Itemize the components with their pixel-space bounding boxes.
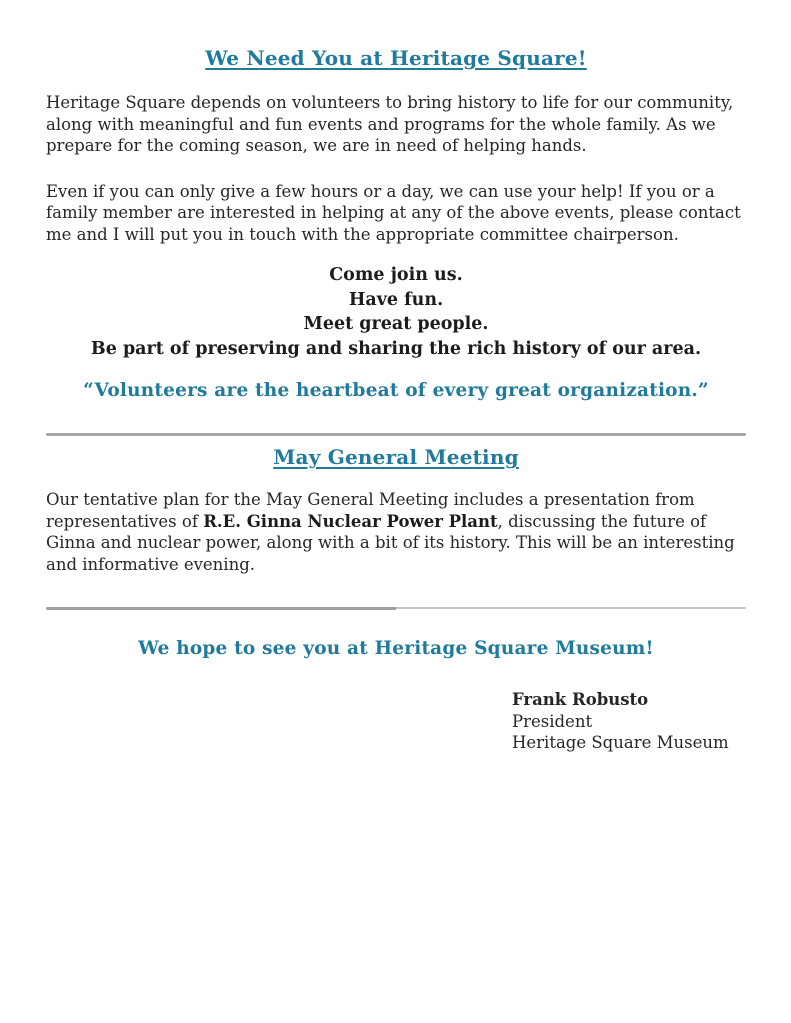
section-heading-may-meeting: May General Meeting <box>273 445 519 470</box>
callout-line-come-join: Come join us. <box>329 265 463 285</box>
intro-paragraph-2: Even if you can only give a few hours or a day, we can use your help! If you or a family member are interested in helping at any of the above events, please contact me and I will put you in touch with the appropriate committee chairperson. <box>46 181 741 244</box>
section-divider-2 <box>46 607 746 610</box>
may-meeting-text-after: , discussing the future of Ginna and nuclear power, along with a bit of its history. This will be an interesting and informative evening. <box>46 511 735 574</box>
signature-name: Frank Robusto <box>512 690 649 710</box>
callout-line-be-part: Be part of preserving and sharing the rich history of our area. <box>90 338 702 359</box>
may-meeting-text-before: Our tentative plan for the May General Meeting includes a presentation from representatives of <box>46 490 695 531</box>
signature-organization: Heritage Square Museum <box>512 733 729 753</box>
section-heading-we-need-you: We Need You at Heritage Square! <box>205 46 587 70</box>
closing-message: We hope to see you at Heritage Square Museum! <box>138 638 654 660</box>
volunteers-quote: “Volunteers are the heartbeat of every great organization.” <box>83 380 709 402</box>
ginna-plant-bold-text: R.E. Ginna Nuclear Power Plant <box>203 511 498 531</box>
may-meeting-paragraph <box>46 489 746 575</box>
signature-title: President <box>512 711 593 731</box>
section-divider-1 <box>46 433 746 436</box>
intro-paragraph-1: Heritage Square depends on volunteers to bring history to life for our community, along with meaningful and fun events and programs for the whole family. As we prepare for the coming season, we are in need of helping hands. <box>46 93 734 155</box>
callout-line-meet-people: Meet great people. <box>303 314 489 335</box>
callout-block <box>46 263 746 361</box>
divider-2-right-segment <box>396 607 746 609</box>
divider-2-left-segment <box>46 607 396 610</box>
signature-block <box>512 689 746 754</box>
callout-line-have-fun: Have fun. <box>348 289 444 310</box>
